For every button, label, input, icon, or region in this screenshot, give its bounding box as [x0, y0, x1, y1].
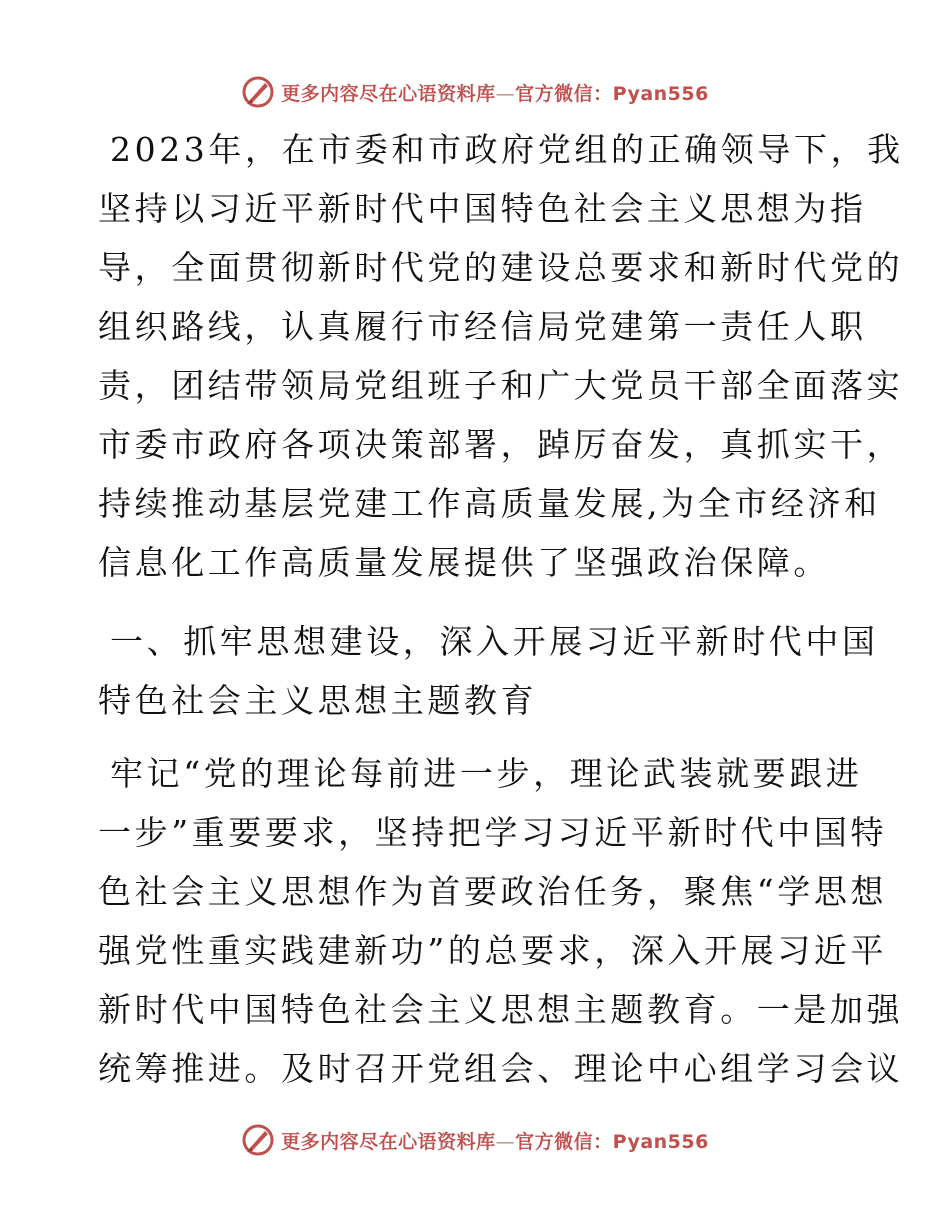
text-line: 统筹推进。及时召开党组会、理论中心组学习会议	[98, 1049, 904, 1088]
document-body	[98, 120, 904, 1098]
watermark-separator: —	[495, 82, 516, 105]
watermark-text	[281, 79, 709, 106]
watermark-separator: —	[495, 1130, 516, 1153]
footer-watermark	[0, 1120, 950, 1160]
paragraph-intro	[98, 120, 904, 592]
text-line: 市委市政府各项决策部署，踔厉奋发，真抓实干，	[98, 425, 904, 464]
text-line: 组织路线，认真履行市经信局党建第一责任人职	[98, 307, 867, 346]
quill-logo-icon	[241, 1123, 275, 1157]
heading-line: 特色社会主义思想主题教育	[98, 681, 538, 720]
paragraph-section-1	[98, 744, 904, 1098]
watermark-site: 更多内容尽在心语资料库	[281, 1130, 496, 1153]
text-line: 坚持以习近平新时代中国特色社会主义思想为指	[98, 189, 867, 228]
watermark-text	[281, 1127, 709, 1154]
text-line: 持续推动基层党建工作高质量发展,为全市经济和	[98, 484, 881, 523]
section-heading-1	[98, 612, 879, 730]
text-line: 导，全面贯彻新时代党的建设总要求和新时代党的	[98, 248, 904, 287]
header-watermark	[0, 72, 950, 112]
text-line: 2023年，在市委和市政府党组的正确领导下，我	[110, 130, 904, 169]
spacer	[98, 592, 850, 612]
watermark-contact: 官方微信：Pyan556	[515, 82, 709, 105]
text-line: 强党性重实践建新功”的总要求，深入开展习近平	[98, 931, 888, 970]
spacer	[98, 730, 850, 744]
watermark-contact: 官方微信：Pyan556	[515, 1130, 709, 1153]
text-line: 信息化工作高质量发展提供了坚强政治保障。	[98, 543, 830, 582]
text-line: 色社会主义思想作为首要政治任务，聚焦“学思想	[98, 872, 888, 911]
text-line: 责，团结带领局党组班子和广大党员干部全面落实	[98, 366, 904, 405]
text-line: 一步”重要要求，坚持把学习习近平新时代中国特	[98, 813, 888, 852]
heading-line: 一、抓牢思想建设，深入开展习近平新时代中国	[110, 622, 879, 661]
text-line: 牢记“党的理论每前进一步，理论武装就要跟进	[110, 754, 863, 793]
quill-logo-icon	[241, 75, 275, 109]
watermark-site: 更多内容尽在心语资料库	[281, 82, 496, 105]
text-line: 新时代中国特色社会主义思想主题教育。一是加强	[98, 990, 904, 1029]
